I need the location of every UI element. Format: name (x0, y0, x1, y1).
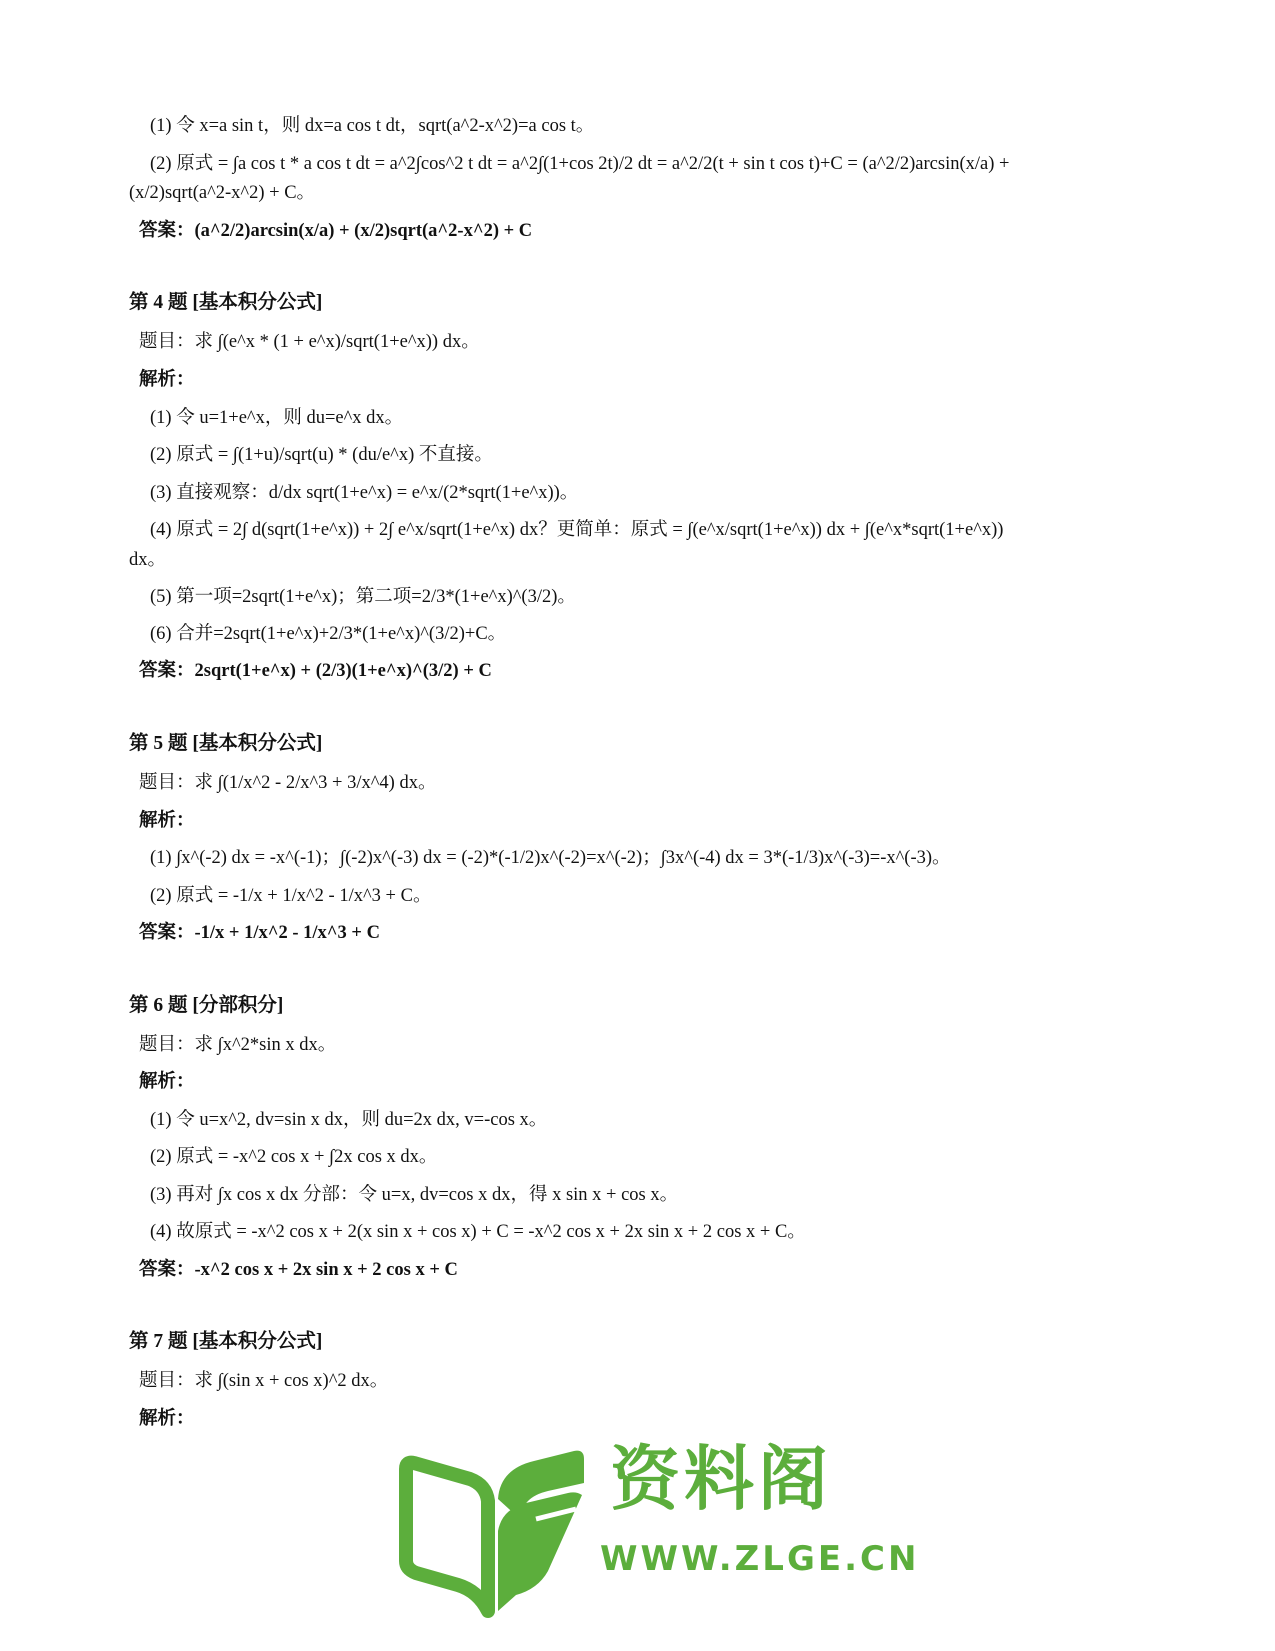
problem-heading: 第 5 题 [基本积分公式] (129, 733, 323, 754)
solution-step: (1) 令 u=1+e^x，则 du=e^x dx。 (150, 408, 404, 428)
analysis-label: 解析： (139, 370, 195, 390)
solution-step: (4) 原式 = 2∫ d(sqrt(1+e^x)) + 2∫ e^x/sqrt(1+e^x) dx？更简单：原式 = ∫(e^x/sqrt(1+e^x)) dx + ∫(e^x*sqrt(1+e^x)) (150, 520, 1004, 540)
solution-step: (5) 第一项=2sqrt(1+e^x)；第二项=2/3*(1+e^x)^(3/2)。 (150, 587, 576, 607)
watermark-url: WWW.ZLGE.CN (600, 1539, 920, 1579)
solution-step: (1) ∫x^(-2) dx = -x^(-1)；∫(-2)x^(-3) dx = (-2)*(-1/2)x^(-2)=x^(-2)；∫3x^(-4) dx = 3*(-1/3)x^(-3)=-x^(-3)。 (150, 848, 951, 868)
problem-statement: 题目：求 ∫(e^x * (1 + e^x)/sqrt(1+e^x)) dx。 (139, 332, 480, 352)
open-book-icon (398, 1439, 598, 1619)
solution-step: (2) 原式 = ∫a cos t * a cos t dt = a^2∫cos^2 t dt = a^2∫(1+cos 2t)/2 dt = a^2/2(t + sin t cos t)+C = (a^2/2)arcsin(x/a) + (150, 154, 1010, 174)
watermark-name: 资料阁 (610, 1438, 832, 1520)
problem-heading: 第 7 题 [基本积分公式] (129, 1331, 323, 1352)
solution-step: (6) 合并=2sqrt(1+e^x)+2/3*(1+e^x)^(3/2)+C。 (150, 624, 507, 644)
answer-line: 答案：2sqrt(1+e^x) + (2/3)(1+e^x)^(3/2) + C (139, 661, 492, 681)
solution-step: (1) 令 u=x^2, dv=sin x dx，则 du=2x dx, v=-cos x。 (150, 1110, 548, 1130)
solution-step: (2) 原式 = -1/x + 1/x^2 - 1/x^3 + C。 (150, 886, 432, 906)
solution-step-continuation: (x/2)sqrt(a^2-x^2) + C。 (129, 183, 316, 203)
solution-step: (3) 再对 ∫x cos x dx 分部：令 u=x, dv=cos x dx，得 x sin x + cos x。 (150, 1185, 679, 1205)
answer-line: 答案：(a^2/2)arcsin(x/a) + (x/2)sqrt(a^2-x^2) + C (139, 221, 533, 241)
problem-heading: 第 4 题 [基本积分公式] (129, 292, 323, 313)
problem-statement: 题目：求 ∫x^2*sin x dx。 (139, 1035, 337, 1055)
solution-step: (3) 直接观察：d/dx sqrt(1+e^x) = e^x/(2*sqrt(1+e^x))。 (150, 483, 579, 503)
solution-step: (2) 原式 = ∫(1+u)/sqrt(u) * (du/e^x) 不直接。 (150, 445, 493, 465)
analysis-label: 解析： (139, 1072, 195, 1092)
answer-line: 答案：-1/x + 1/x^2 - 1/x^3 + C (139, 923, 380, 943)
solution-step-continuation: dx。 (129, 550, 167, 570)
watermark-logo (398, 1437, 920, 1637)
problem-heading: 第 6 题 [分部积分] (129, 995, 284, 1016)
analysis-label: 解析： (139, 811, 195, 831)
problem-statement: 题目：求 ∫(sin x + cos x)^2 dx。 (139, 1371, 389, 1391)
solution-step: (2) 原式 = -x^2 cos x + ∫2x cos x dx。 (150, 1147, 438, 1167)
problem-statement: 题目：求 ∫(1/x^2 - 2/x^3 + 3/x^4) dx。 (139, 773, 437, 793)
answer-line: 答案：-x^2 cos x + 2x sin x + 2 cos x + C (139, 1260, 458, 1280)
solution-step: (1) 令 x=a sin t，则 dx=a cos t dt，sqrt(a^2-x^2)=a cos t。 (150, 116, 595, 136)
analysis-label: 解析： (139, 1409, 195, 1429)
solution-step: (4) 故原式 = -x^2 cos x + 2(x sin x + cos x) + C = -x^2 cos x + 2x sin x + 2 cos x + C。 (150, 1222, 806, 1242)
